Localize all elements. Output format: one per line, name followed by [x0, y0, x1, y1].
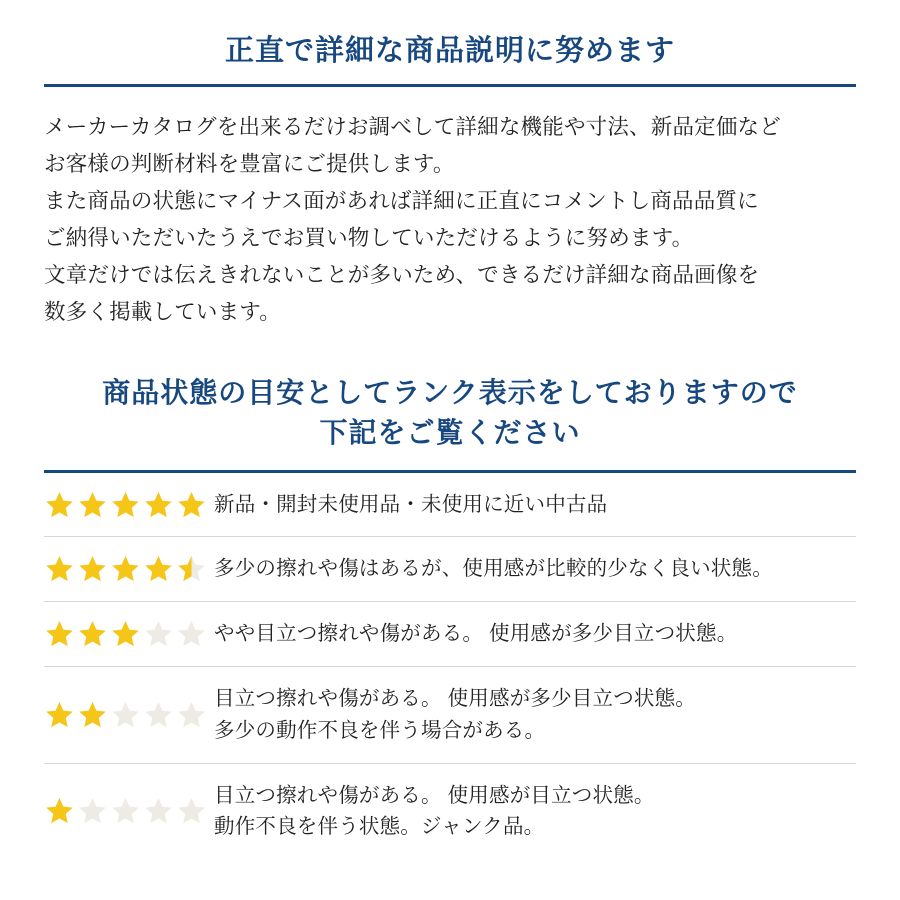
rank-table	[44, 473, 856, 859]
star-icon	[143, 554, 174, 584]
star-icon	[143, 490, 174, 520]
page-title: 正直で詳細な商品説明に努めます	[224, 35, 675, 67]
rank-stars	[44, 537, 214, 602]
rank-stars	[44, 666, 214, 763]
rank-description-line: 目立つ擦れや傷がある。 使用感が多少目立つ状態。	[214, 686, 696, 710]
star-icon	[176, 490, 207, 520]
star-half-icon	[176, 554, 207, 584]
star-icon	[110, 554, 141, 584]
rank-heading-line-2: 下記をご覧ください	[319, 417, 581, 449]
star-icon	[176, 796, 207, 826]
star-icon	[143, 700, 174, 730]
rank-description-line: 多少の動作不良を伴う場合がある。	[214, 718, 546, 742]
table-row	[44, 666, 856, 763]
star-icon	[77, 490, 108, 520]
intro-line: 文章だけでは伝えきれないことが多いため、できるだけ詳細な商品画像を	[44, 262, 760, 287]
star-icon	[110, 490, 141, 520]
rank-section-heading	[44, 373, 856, 454]
rank-description-line: やや目立つ擦れや傷がある。 使用感が多少目立つ状態。	[214, 622, 738, 646]
star-icon	[44, 796, 75, 826]
intro-line: ご納得いただいたうえでお買い物していただけるように努めます。	[44, 225, 694, 250]
rank-description	[214, 537, 856, 602]
rank-description	[214, 473, 856, 537]
rank-description	[214, 602, 856, 667]
rank-description	[214, 763, 856, 859]
star-icon	[77, 796, 108, 826]
table-row	[44, 602, 856, 667]
table-row	[44, 473, 856, 537]
star-icon	[143, 796, 174, 826]
rank-description	[214, 666, 856, 763]
star-icon	[44, 554, 75, 584]
star-icon	[44, 700, 75, 730]
intro-line: メーカーカタログを出来るだけお調べして詳細な機能や寸法、新品定価など	[44, 114, 781, 139]
rank-description-line: 新品・開封未使用品・未使用に近い中古品	[214, 492, 608, 516]
rank-description-line: 動作不良を伴う状態。ジャンク品。	[214, 815, 545, 839]
rank-stars	[44, 602, 214, 667]
star-icon	[77, 619, 108, 649]
rank-stars	[44, 473, 214, 537]
star-icon	[176, 700, 207, 730]
rank-stars	[44, 763, 214, 859]
rank-description-line: 多少の擦れや傷はあるが、使用感が比較的少なく良い状態。	[214, 557, 773, 581]
table-row	[44, 763, 856, 859]
star-icon	[44, 619, 75, 649]
star-icon	[110, 796, 141, 826]
star-icon	[176, 619, 207, 649]
rank-description-line: 目立つ擦れや傷がある。 使用感が目立つ状態。	[214, 783, 655, 807]
intro-line: お客様の判断材料を豊富にご提供します。	[44, 151, 455, 176]
intro-line: また商品の状態にマイナス面があれば詳細に正直にコメントし商品品質に	[44, 188, 759, 213]
star-icon	[143, 619, 174, 649]
star-icon	[77, 554, 108, 584]
star-icon	[110, 619, 141, 649]
star-icon	[77, 700, 108, 730]
intro-line: 数多く掲載しています。	[44, 299, 281, 324]
table-row	[44, 537, 856, 602]
star-icon	[44, 490, 75, 520]
star-icon	[110, 700, 141, 730]
title-divider	[44, 84, 856, 87]
rank-heading-line-1: 商品状態の目安としてランク表示をしておりますので	[102, 376, 798, 408]
intro-paragraph	[44, 109, 856, 331]
